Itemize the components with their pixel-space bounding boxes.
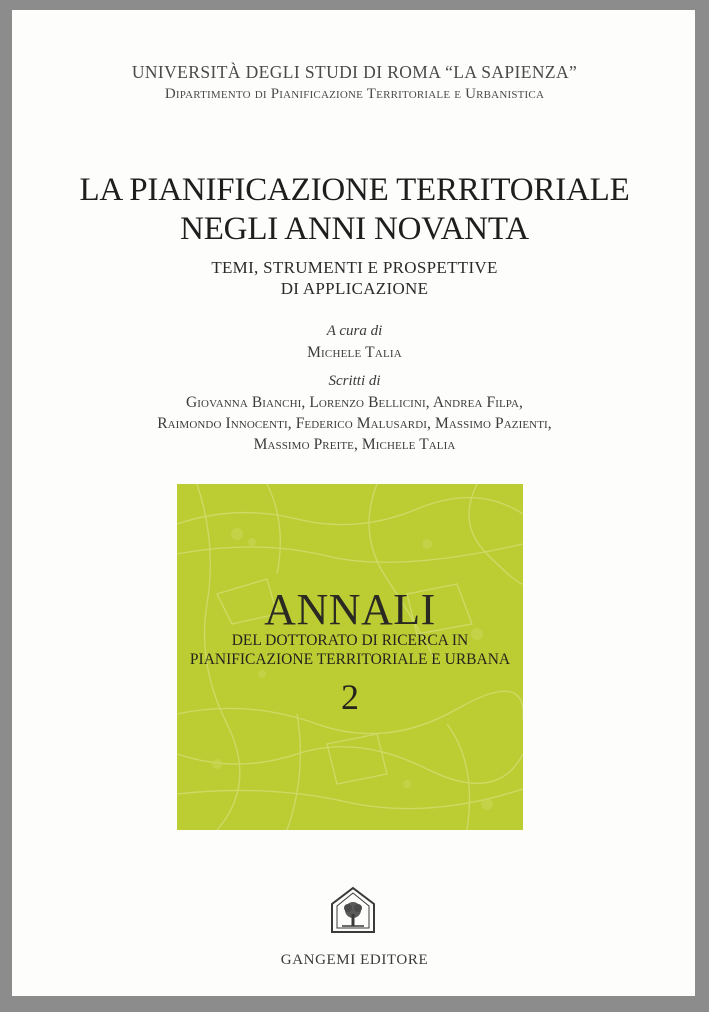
institution-name: UNIVERSITÀ DEGLI STUDI DI ROMA “LA SAPIENZA” — [131, 62, 578, 82]
authors-line-1: Giovanna Bianchi, Lorenzo Bellicini, Andrea Filpa, — [185, 394, 524, 411]
series-panel — [177, 484, 523, 830]
volume-number: 2 — [341, 677, 359, 717]
tree-house-logo-icon — [330, 886, 376, 934]
authors-label: Scritti di — [328, 373, 381, 389]
department-name: Dipartimento di Pianificazione Territoriale e Urbanistica — [164, 86, 545, 102]
book-title-line-2: NEGLI ANNI NOVANTA — [180, 211, 529, 247]
series-description-line-2: PIANIFICAZIONE TERRITORIALE E URBANA — [189, 651, 511, 668]
publisher-name: GANGEMI EDITORE — [280, 952, 429, 968]
book-subtitle-line-1: TEMI, STRUMENTI E PROSPETTIVE — [211, 258, 498, 277]
series-name: ANNALI — [264, 585, 436, 634]
book-title-line-1: LA PIANIFICAZIONE TERRITORIALE — [79, 172, 630, 208]
authors-line-2: Raimondo Innocenti, Federico Malusardi, Massimo Pazienti, — [157, 415, 552, 432]
authors-line-3: Massimo Preite, Michele Talia — [253, 436, 456, 453]
book-subtitle-line-2: DI APPLICAZIONE — [280, 279, 429, 298]
editor-name: Michele Talia — [307, 344, 402, 361]
editor-label: A cura di — [326, 323, 383, 339]
series-description-line-1: DEL DOTTORATO DI RICERCA IN — [231, 632, 469, 649]
